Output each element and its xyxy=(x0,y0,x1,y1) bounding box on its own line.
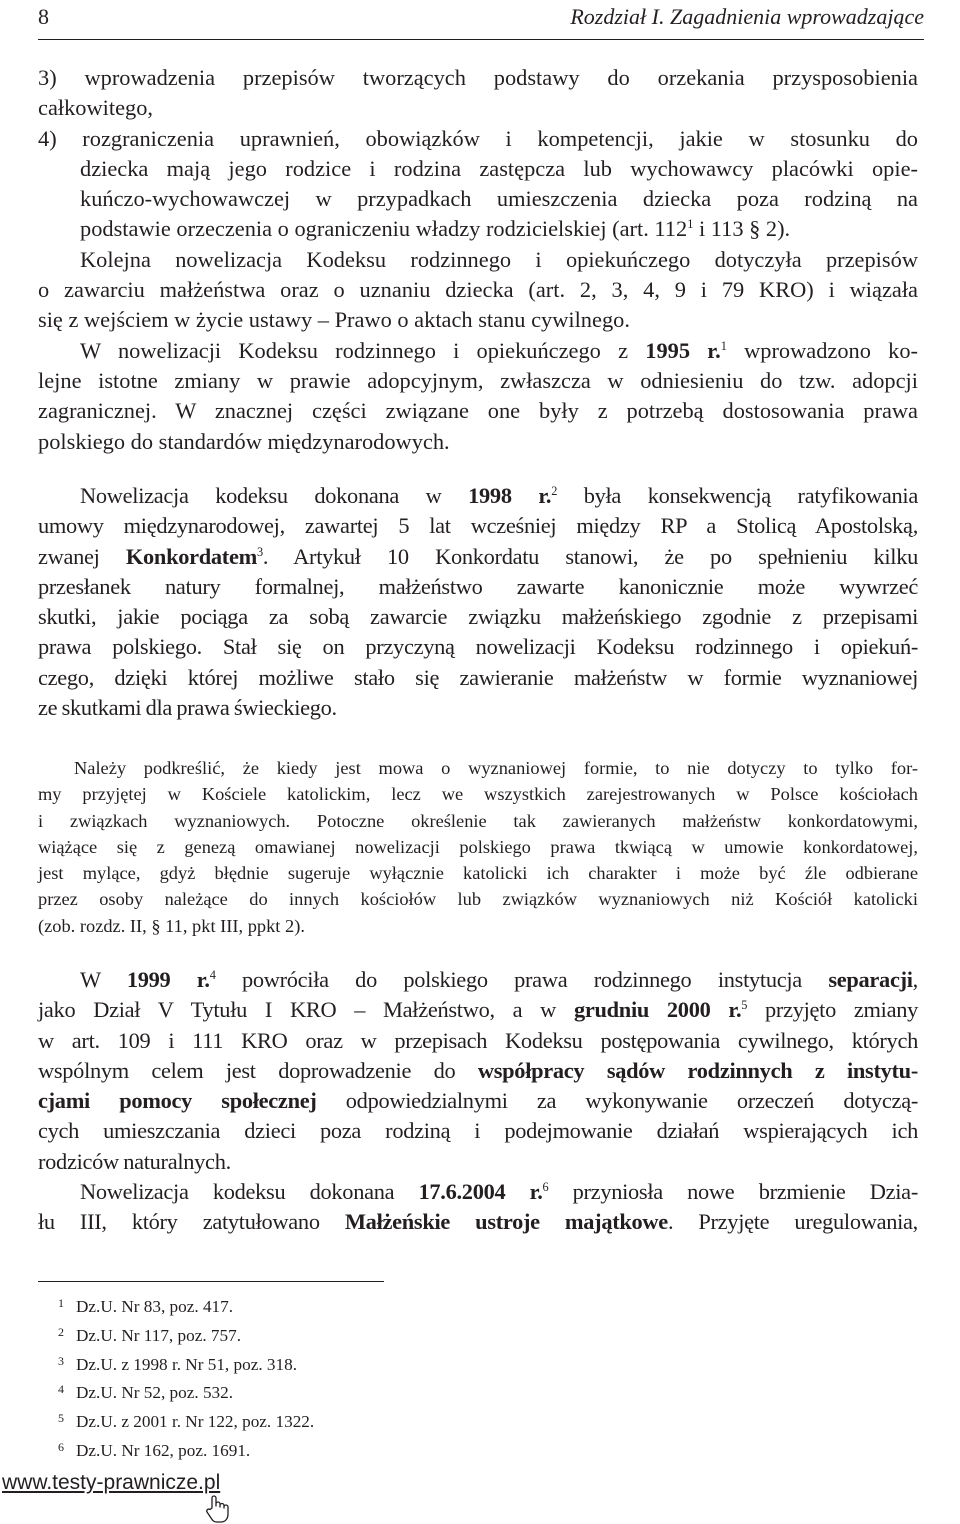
note-line: Należy podkreślić, że kiedy jest mowa o wyznaniowej formie, to nie dotyczy to tylko for- xyxy=(74,758,918,778)
site-link[interactable]: www.testy-prawnicze.pl xyxy=(2,1471,221,1494)
text-line: W 1999 r.$^4$ powróciła do polskiego prawa rodzinnego instytucja separacji, xyxy=(80,967,918,992)
footnote xyxy=(58,1349,314,1378)
body-text-block-3 xyxy=(38,965,918,1238)
note-line: i związkach wyznaniowych. Potoczne określenie tak zawieranych małżeństw konkordatowymi, xyxy=(38,810,918,831)
footnote-text: Dz.U. Nr 52, poz. 532. xyxy=(76,1383,234,1403)
footnote xyxy=(58,1291,314,1320)
text-line: Kolejna nowelizacja Kodeksu rodzinnego i opiekuńczego dotyczyła przepisów xyxy=(80,246,918,272)
text-line: umowy międzynarodowej, zawartej 5 lat wcześniej między RP a Stolicą Apostolską, xyxy=(38,513,918,539)
footnote-text: Dz.U. Nr 83, poz. 417. xyxy=(76,1297,234,1316)
text-line: prawa polskiego. Stał się on przyczyną nowelizacji Kodeksu rodzinnego i opiekuń- xyxy=(38,634,918,660)
footnotes-list xyxy=(58,1291,314,1464)
text-line: się z wejściem w życie ustawy – Prawo o aktach stanu cywilnego. xyxy=(38,307,630,333)
footnote-text: Dz.U. Nr 162, poz. 1691. xyxy=(76,1440,251,1460)
footnote-number: 4 xyxy=(58,1382,64,1397)
footnote xyxy=(58,1435,314,1464)
footnote-ref: 1 xyxy=(720,338,727,353)
footnote-ref: 2 xyxy=(551,484,558,498)
text-line: wspólnym celem jest doprowadzenie do współpracy sądów rodzinnych z instytu- xyxy=(38,1057,918,1083)
text-line: rodziców naturalnych. xyxy=(38,1148,231,1174)
text-line: łu III, który zatytułowano Małżeńskie ustroje majątkowe. Przyjęte uregulowania, xyxy=(38,1209,918,1235)
note-line: wiążące się z genezą omawianej nowelizacji polskiego prawa tkwiącą w umowie konkordatowej, xyxy=(38,836,918,857)
footnote-ref: 6 xyxy=(542,1180,549,1195)
text-line: polskiego do standardów międzynarodowych. xyxy=(38,428,450,454)
text-line: dziecka mają jego rodzice i rodzina zastępcza lub wychowawcy placówki opie- xyxy=(80,155,918,181)
page-number: 8 xyxy=(38,4,49,29)
text-line: w art. 109 i 111 KRO oraz w przepisach Kodeksu postępowania cywilnego, których xyxy=(38,1027,918,1053)
footnote-ref: 4 xyxy=(209,968,216,982)
text-line: lejne istotne zmiany w prawie adopcyjnym, zwłaszcza w odniesieniu do tzw. adopcji xyxy=(38,367,918,393)
header-rule xyxy=(38,39,924,40)
hand-pointer-icon xyxy=(204,1494,230,1524)
footnote-number: 2 xyxy=(58,1324,64,1339)
text-line: 3) wprowadzenia przepisów tworzących podstawy do orzekania przysposobienia xyxy=(38,65,918,90)
text-line: W nowelizacji Kodeksu rodzinnego i opiekuńczego z 1995 r.$^1$ wprowadzono ko- xyxy=(80,337,919,363)
footnote-number: 1 xyxy=(58,1296,64,1310)
note-line: (zob. rozdz. II, § 11, pkt III, ppkt 2). xyxy=(38,915,305,936)
text-line: ze skutkami dla prawa świeckiego. xyxy=(38,695,337,721)
text-line: zagranicznej. W znacznej części związane one były z potrzebą dostosowania prawa xyxy=(38,398,918,424)
text-line: podstawie orzeczenia o ograniczeniu władzy rodzicielskiej (art. $112^1$ i 113 § 2). xyxy=(80,216,791,242)
footnote-text: Dz.U. z 1998 r. Nr 51, poz. 318. xyxy=(76,1354,298,1374)
footnote-number: 6 xyxy=(58,1439,64,1454)
text-line: kuńczo-wychowawczej w przypadkach umieszczenia dziecka poza rodziną na xyxy=(80,186,918,212)
text-line: o zawarciu małżeństwa oraz o uznaniu dziecka (art. 2, 3, 4, 9 i 79 KRO) i wiązała xyxy=(38,277,918,303)
footnote-number: 3 xyxy=(58,1353,64,1368)
body-text-block-1 xyxy=(38,63,918,457)
text-line: skutki, jakie pociąga za sobą zawarcie związku małżeńskiego zgodnie z przepisami xyxy=(38,604,918,630)
note-line: jest mylące, gdyż błędnie sugeruje wyłącznie katolicki ich charakter i może być źle odbierane xyxy=(38,863,918,884)
body-text-block-2 xyxy=(38,481,918,723)
footnote-rule xyxy=(38,1281,384,1282)
text-line: czego, dzięki której możliwe stało się zawieranie małżeństw w formie wyznaniowej xyxy=(38,664,918,690)
footnote-text: Dz.U. z 2001 r. Nr 122, poz. 1322. xyxy=(76,1412,315,1432)
text-line: przesłanek natury formalnej, małżeństwo zawarte kanonicznie może wywrzeć xyxy=(38,573,918,599)
page-header xyxy=(38,2,924,38)
text-line: cjami pomocy społecznej odpowiedzialnymi za wykonywanie orzeczeń dotyczą- xyxy=(38,1088,918,1114)
footnote-number: 5 xyxy=(58,1411,64,1426)
text-line: cych umieszczania dzieci poza rodziną i podejmowanie działań wspierających ich xyxy=(38,1118,918,1144)
footnote-ref: 5 xyxy=(741,998,748,1013)
footnote xyxy=(58,1377,314,1406)
footnote xyxy=(58,1406,314,1435)
text-line: zwanej Konkordatem$^3$. Artykuł 10 Konkordatu stanowi, że po spełnieniu kilku xyxy=(38,543,918,569)
text-line: jako Dział V Tytułu I KRO – Małżeństwo, a w grudniu 2000 r.$^5$ przyjęto zmiany xyxy=(38,997,918,1023)
text-line: 4) rozgraniczenia uprawnień, obowiązków i kompetencji, jakie w stosunku do xyxy=(38,125,918,151)
text-line: Nowelizacja kodeksu dokonana 17.6.2004 r.$^6$ przyniosła nowe brzmienie Dzia- xyxy=(80,1179,918,1205)
footnote-text: Dz.U. Nr 117, poz. 757. xyxy=(76,1325,242,1345)
note-line: my przyjętej w Kościele katolickim, lecz we wszystkich zarejestrowanych w Polsce kościołach xyxy=(38,784,918,805)
note-block xyxy=(38,755,918,939)
text-line: Nowelizacja kodeksu dokonana w 1998 r.$^2$ była konsekwencją ratyfikowania xyxy=(80,483,918,508)
note-line: przez osoby należące do innych kościołów lub związków wyznaniowych niż Kościół katolicki xyxy=(38,889,918,910)
footnote xyxy=(58,1320,314,1349)
running-head: Rozdział I. Zagadnienia wprowadzające xyxy=(570,4,924,29)
text-line: całkowitego, xyxy=(38,95,154,121)
footnote-ref: 3 xyxy=(256,544,263,559)
footnote-ref: 1 xyxy=(687,217,694,232)
